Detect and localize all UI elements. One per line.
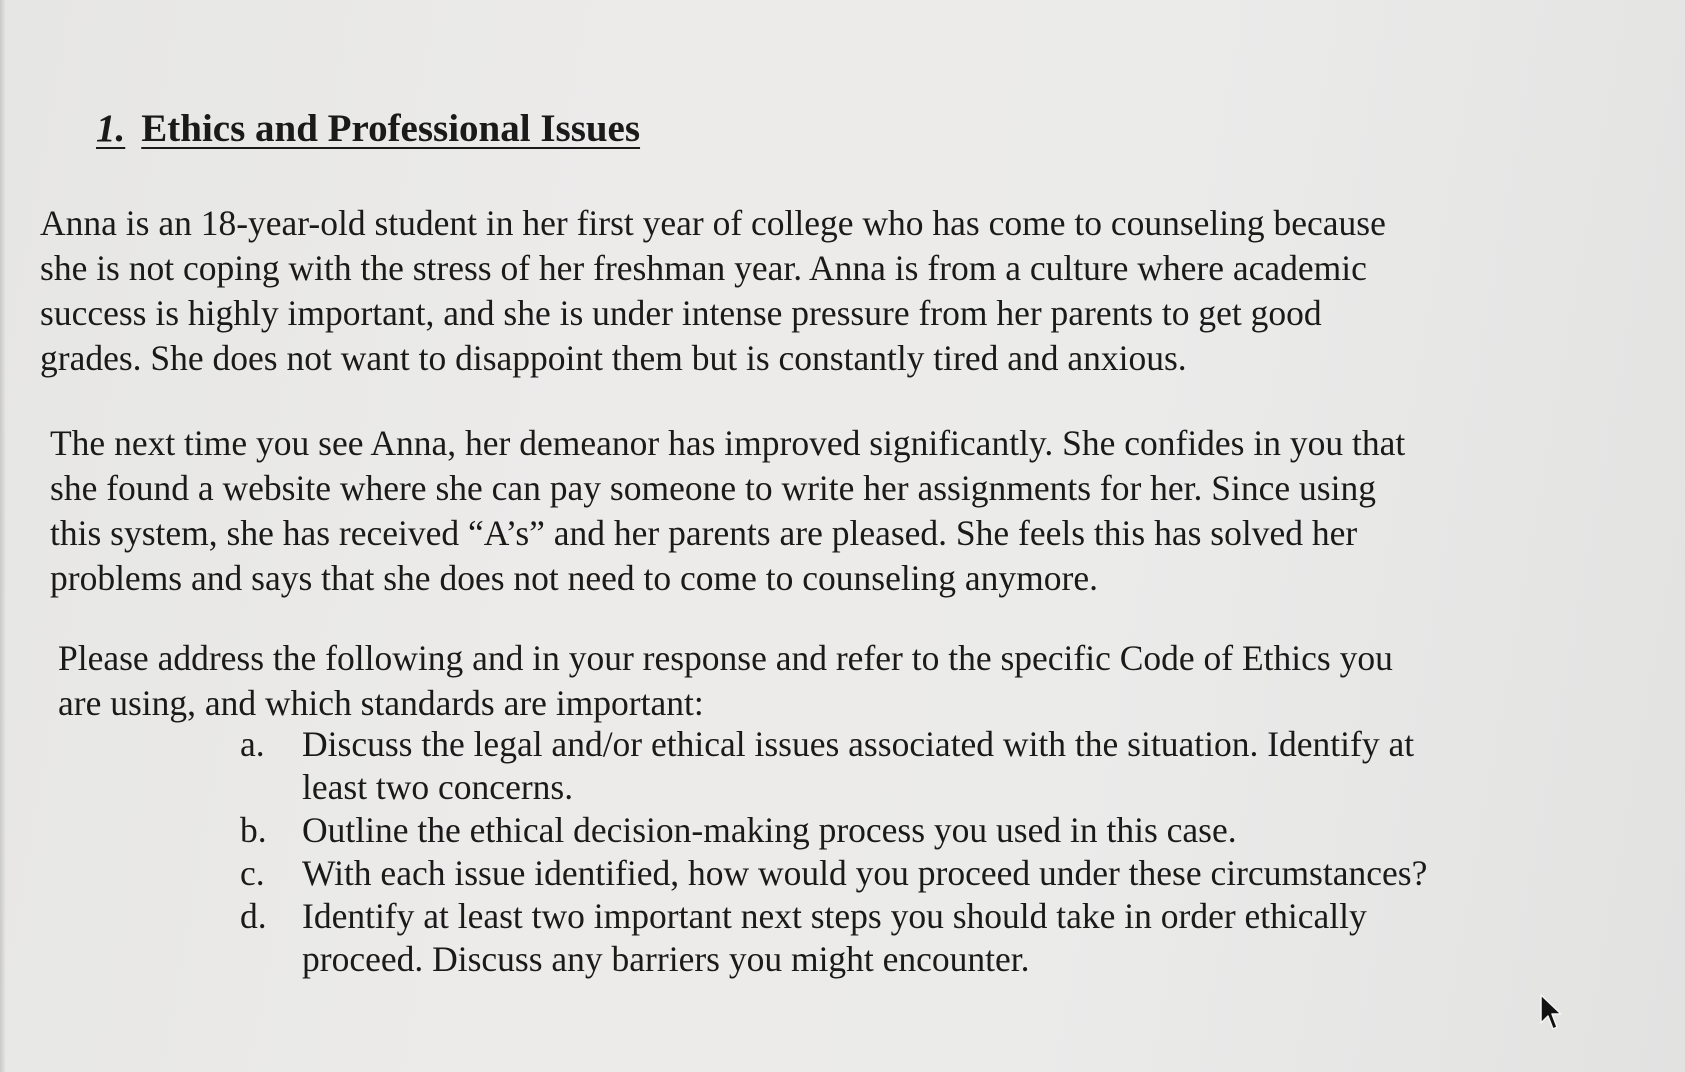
list-item — [240, 852, 1427, 895]
text-line: grades. She does not want to disappoint them but is constantly tired and anxious. — [40, 338, 1187, 378]
text-line: least two concerns. — [302, 767, 574, 807]
list-marker: a. — [240, 724, 265, 764]
question-list — [240, 723, 1427, 981]
list-marker: b. — [240, 810, 267, 850]
text-line: Identify at least two important next steps you should take in order ethically — [302, 896, 1367, 936]
text-line: The next time you see Anna, her demeanor has improved significantly. She confides in you that — [50, 423, 1406, 463]
mouse-pointer-arrow-icon — [1538, 993, 1562, 1033]
list-item — [240, 809, 1427, 852]
list-item-text — [302, 852, 1427, 895]
text-line: problems and says that she does not need to come to counseling anymore. — [50, 558, 1098, 598]
case-paragraph-1 — [40, 201, 1386, 381]
text-line: are using, and which standards are important: — [58, 683, 704, 723]
section-title: Ethics and Professional Issues — [141, 107, 641, 150]
text-line: With each issue identified, how would you proceed under these circumstances? — [302, 853, 1428, 893]
text-line: she found a website where she can pay someone to write her assignments for her. Since using — [50, 468, 1376, 508]
list-item — [240, 723, 1427, 809]
text-line: Discuss the legal and/or ethical issues associated with the situation. Identify at — [302, 724, 1415, 764]
case-paragraph-2 — [50, 421, 1405, 601]
list-item — [240, 895, 1427, 981]
list-marker: d. — [240, 896, 267, 936]
text-line: success is highly important, and she is under intense pressure from her parents to get good — [40, 293, 1322, 333]
section-number: 1. — [96, 107, 126, 150]
text-line: Outline the ethical decision-making process you used in this case. — [302, 810, 1237, 850]
text-line: Anna is an 18-year-old student in her first year of college who has come to counseling because — [40, 203, 1386, 243]
instructions-paragraph — [58, 636, 1393, 726]
list-item-text — [302, 723, 1427, 809]
list-item-text — [302, 809, 1427, 852]
text-line: this system, she has received “A’s” and her parents are pleased. She feels this has solved her — [50, 513, 1358, 553]
list-marker: c. — [240, 853, 265, 893]
section-heading — [96, 106, 640, 151]
text-line: she is not coping with the stress of her freshman year. Anna is from a culture where academic — [40, 248, 1367, 288]
text-line: Please address the following and in your response and refer to the specific Code of Ethics you — [58, 638, 1393, 678]
list-item-text — [302, 895, 1427, 981]
text-line: proceed. Discuss any barriers you might encounter. — [302, 939, 1030, 979]
screen-edge-shadow — [0, 0, 6, 1072]
